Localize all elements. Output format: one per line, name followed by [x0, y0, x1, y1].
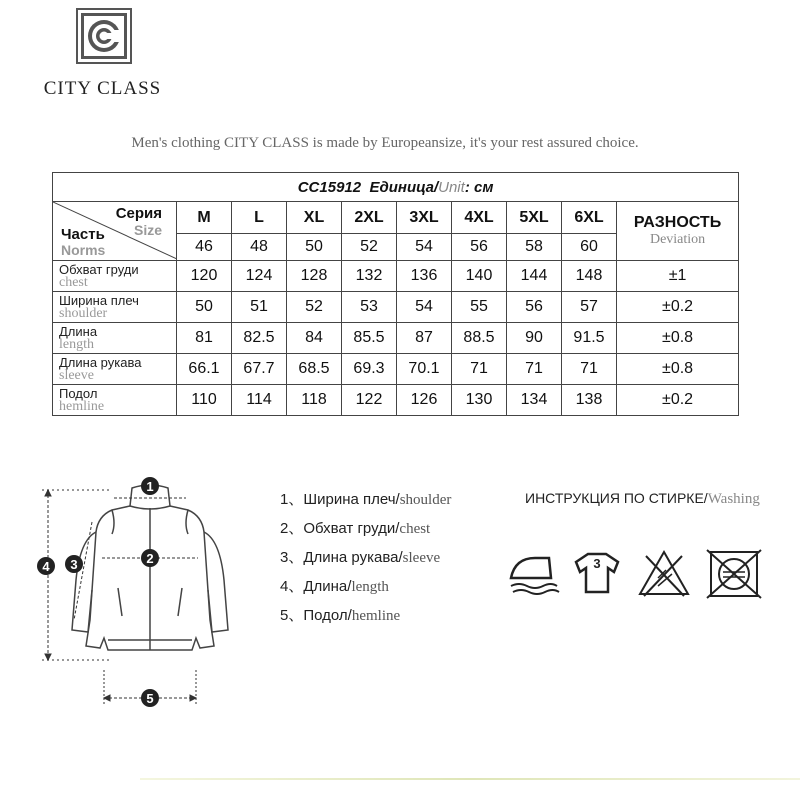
table-cell: 136 [397, 261, 452, 292]
svg-text:1: 1 [146, 479, 154, 494]
svg-text:5: 5 [146, 691, 154, 706]
table-cell: 51 [232, 292, 287, 323]
legend-item: 5、Подол/hemline [280, 607, 401, 624]
norm-cell: 60 [562, 234, 617, 261]
table-cell: 120 [177, 261, 232, 292]
table-cell: 130 [452, 385, 507, 416]
legend-item: 1、Ширина плеч/shoulder [280, 491, 452, 508]
brand-name: CITY CLASS [43, 78, 162, 99]
svg-text:2: 2 [146, 551, 154, 566]
table-cell: 88.5 [452, 323, 507, 354]
deviation-cell: ±0.8 [617, 323, 739, 354]
no-bleach-icon [636, 548, 692, 598]
corner-norms-label: Norms [61, 242, 106, 258]
table-cell: 90 [507, 323, 562, 354]
table-row [53, 261, 739, 292]
deviation-header [617, 202, 739, 261]
norm-cell: 50 [287, 234, 342, 261]
table-header [53, 173, 739, 202]
city-class-logo [76, 8, 132, 64]
size-header: 6XL [562, 202, 617, 234]
norm-cell: 46 [177, 234, 232, 261]
legend-item: 3、Длина рукава/sleeve [280, 549, 441, 566]
table-row [53, 354, 739, 385]
deviation-cell: ±0.2 [617, 292, 739, 323]
table-cell: 140 [452, 261, 507, 292]
table-cell: 69.3 [342, 354, 397, 385]
size-header: L [232, 202, 287, 234]
table-cell: 84 [287, 323, 342, 354]
deviation-cell: ±0.8 [617, 354, 739, 385]
table-cell: 110 [177, 385, 232, 416]
size-header: 3XL [397, 202, 452, 234]
table-cell: 144 [507, 261, 562, 292]
norm-cell: 48 [232, 234, 287, 261]
corner-size-label: Size [133, 222, 162, 238]
svg-text:3: 3 [70, 557, 78, 572]
table-cell: 81 [177, 323, 232, 354]
table-cell: 87 [397, 323, 452, 354]
table-row [53, 385, 739, 416]
table-cell: 85.5 [342, 323, 397, 354]
table-cell: 82.5 [232, 323, 287, 354]
table-cell: 126 [397, 385, 452, 416]
table-cell: 56 [507, 292, 562, 323]
measure-marker-3 [65, 555, 83, 573]
svg-text:4: 4 [42, 559, 50, 574]
size-header: XL [287, 202, 342, 234]
table-cell: 138 [562, 385, 617, 416]
no-tumble-dry-icon [705, 548, 763, 600]
legend-item: 2、Обхват груди/chest [280, 520, 431, 537]
size-table [52, 172, 739, 416]
table-cell: 53 [342, 292, 397, 323]
unit-value: : см [464, 178, 494, 196]
table-cell: 57 [562, 292, 617, 323]
table-cell: 71 [562, 354, 617, 385]
table-row [53, 292, 739, 323]
measure-marker-4 [37, 557, 55, 575]
size-header: M [177, 202, 232, 234]
measure-marker-2 [141, 549, 159, 567]
tagline: Men's clothing CITY CLASS is made by Europeansize, it's your rest assured choice. [131, 135, 639, 151]
header-corner [53, 202, 177, 261]
deviation-cell: ±1 [617, 261, 739, 292]
row-label: Длина length [53, 323, 177, 354]
table-cell: 67.7 [232, 354, 287, 385]
measurement-legend [280, 488, 451, 633]
row-label: Обхват груди chest [53, 261, 177, 292]
table-cell: 71 [507, 354, 562, 385]
norm-cell: 52 [342, 234, 397, 261]
hand-wash-icon [572, 548, 622, 598]
table-cell: 128 [287, 261, 342, 292]
row-label: Подол hemline [53, 385, 177, 416]
measure-marker-5 [141, 689, 159, 707]
table-cell: 68.5 [287, 354, 342, 385]
table-cell: 148 [562, 261, 617, 292]
deviation-title: РАЗНОСТЬ [633, 214, 722, 231]
table-cell: 50 [177, 292, 232, 323]
table-cell: 55 [452, 292, 507, 323]
legend-item: 4、Длина/length [280, 578, 389, 595]
jacket-diagram [30, 470, 240, 720]
row-label: Длина рукава sleeve [53, 354, 177, 385]
iron-icon [505, 548, 561, 598]
table-cell: 132 [342, 261, 397, 292]
norm-cell: 56 [452, 234, 507, 261]
norm-cell: 58 [507, 234, 562, 261]
norm-cell: 54 [397, 234, 452, 261]
table-row [53, 323, 739, 354]
table-cell: 122 [342, 385, 397, 416]
deviation-cell: ±0.2 [617, 385, 739, 416]
table-cell: 91.5 [562, 323, 617, 354]
corner-series-label: Серия [115, 205, 162, 222]
table-cell: 114 [232, 385, 287, 416]
table-cell: 118 [287, 385, 342, 416]
row-label: Ширина плеч shoulder [53, 292, 177, 323]
measure-marker-1 [141, 477, 159, 495]
wash-temperature: 3 [593, 556, 601, 571]
table-cell: 70.1 [397, 354, 452, 385]
size-header: 2XL [342, 202, 397, 234]
table-cell: 54 [397, 292, 452, 323]
size-header: 5XL [507, 202, 562, 234]
table-cell: 71 [452, 354, 507, 385]
deviation-subtitle: Deviation [649, 232, 706, 247]
table-cell: 124 [232, 261, 287, 292]
unit-label-en: Unit [438, 178, 465, 196]
size-header: 4XL [452, 202, 507, 234]
corner-part-label: Часть [61, 226, 105, 243]
product-code: CC15912 [297, 178, 362, 196]
bottom-divider [140, 778, 800, 780]
table-cell: 66.1 [177, 354, 232, 385]
washing-title: ИНСТРУКЦИЯ ПО СТИРКЕ/Washing [525, 490, 760, 507]
table-cell: 134 [507, 385, 562, 416]
table-cell: 52 [287, 292, 342, 323]
unit-label-ru: Единица/ [369, 178, 439, 196]
